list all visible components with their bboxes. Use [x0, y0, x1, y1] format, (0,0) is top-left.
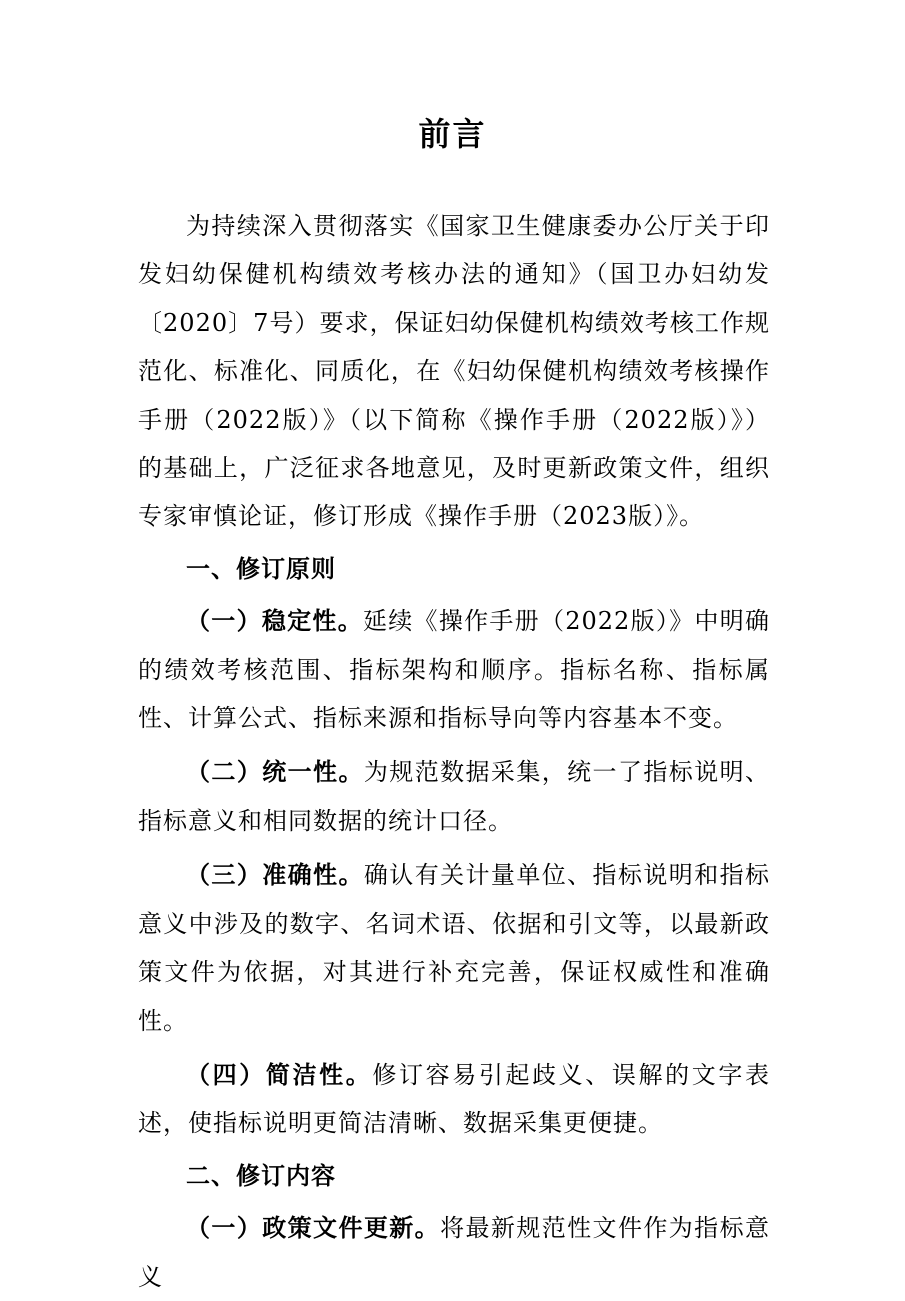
principle-stability: [138, 597, 770, 742]
principle-lead: （四）简洁性。: [186, 1060, 373, 1089]
principle-uniformity: [138, 748, 770, 845]
principle-conciseness: [138, 1051, 770, 1148]
principle-text: 为规范数据采集，统一了指标说明、指标意义和相同数据的统计口径。: [138, 758, 771, 835]
principle-lead: （二）统一性。: [186, 758, 364, 787]
principle-accuracy: [138, 851, 770, 1045]
principle-text: 延续《操作手册（2022版）》中明确的绩效考核范围、指标架构和顺序。指标名称、指标属性、计算公式、指标来源和指标导向等内容基本不变。: [138, 607, 771, 733]
page-title: 前言: [418, 115, 487, 153]
intro-paragraph: 为持续深入贯彻落实《国家卫生健康委办公厅关于印发妇幼保健机构绩效考核办法的通知》（国卫办妇幼发〔2020〕7号）要求，保证妇幼保健机构绩效考核工作规范化、标准化、同质化，在《妇幼保健机构绩效考核操作手册（2022版）》（以下简称《操作手册（2022版）》）的基础上，广泛征求各地意见，及时更新政策文件，组织专家审慎论证，修订形成《操作手册（2023版）》。: [138, 212, 770, 531]
content-lead: （一）政策文件更新。: [186, 1214, 441, 1243]
principle-text: 修订容易引起歧义、误解的文字表述，使指标说明更简洁清晰、数据采集更便捷。: [138, 1060, 771, 1138]
content-policy-update: [138, 1204, 770, 1301]
section-heading-revision-content: 二、修订内容: [186, 1161, 336, 1190]
section-heading-revision-principles: 一、修订原则: [186, 554, 336, 583]
document-body: [138, 202, 770, 1301]
principle-text: 确认有关计量单位、指标说明和指标意义中涉及的数字、名词术语、依据和引文等，以最新政策文件为依据，对其进行补充完善，保证权威性和准确性。: [138, 861, 771, 1035]
principle-lead: （一）稳定性。: [186, 607, 363, 636]
principle-lead: （三）准确性。: [186, 861, 364, 890]
content-text: 将最新规范性文件作为指标意义: [138, 1214, 771, 1291]
